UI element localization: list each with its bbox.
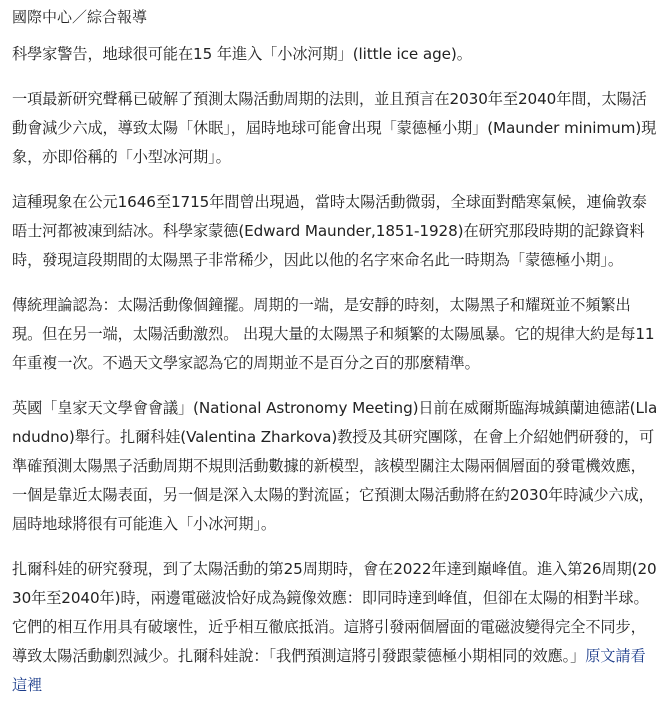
paragraph-intro: 科學家警告，地球很可能在15 年進入「小冰河期」(little ice age)。 [12, 45, 472, 63]
paragraph-history: 這種現象在公元1646至1715年間曾出現過，當時太陽活動微弱，全球面對酷寒氣候，連倫敦泰晤士河都被凍到結冰。科學家蒙德(Edward Maunder,1851-1928)在研究那段時期的記錄資料時，發現這段期間的太陽黑子非常稀少，因此以他的名字來命名此一時期為「蒙德極小期」。 [12, 193, 647, 269]
paragraph-findings [12, 555, 658, 700]
paragraph-meeting: 英國「皇家天文學會會議」(National Astronomy Meeting)日前在威爾斯臨海城鎮蘭迪德諾(Llandudno)舉行。扎爾科娃(Valentina Zharkova)教授及其研究團隊，在會上介紹她們研發的，可準確預測太陽黑子活動周期不規則活動數據的新模型，該模型關注太陽兩個層面的發電機效應，一個是靠近太陽表面，另一個是深入太陽的對流區；它預測太陽活動將在約2030年時減少六成，屆時地球將很有可能進入「小冰河期」。 [12, 399, 658, 533]
paragraph-research: 一項最新研究聲稱已破解了預測太陽活動周期的法則，並且預言在2030年至2040年間，太陽活動會減少六成，導致太陽「休眠」，屆時地球可能會出現「蒙德極小期」(Maunder minimum)現象，亦即俗稱的「小型冰河期」。 [12, 90, 657, 166]
read-original-link[interactable]: 原文請看這裡 [12, 647, 646, 694]
paragraph-findings-text: 扎爾科娃的研究發現，到了太陽活動的第25周期時，會在2022年達到巔峰值。進入第26周期(2030年至2040年)時，兩邊電磁波恰好成為鏡像效應：即同時達到峰值，但卻在太陽的相對半球。它們的相互作用具有破壞性，近乎相互徹底抵消。這將引發兩個層面的電磁波變得完全不同步，導致太陽活動劇烈減少。扎爾科娃說：「我們預測這將引發跟蒙德極小期相同的效應。」 [12, 560, 657, 665]
byline: 國際中心／綜合報導 [12, 8, 148, 26]
paragraph-theory: 傳統理論認為：太陽活動像個鐘擺。周期的一端，是安靜的時刻，太陽黑子和耀斑並不頻繁出現。但在另一端，太陽活動激烈。 出現大量的太陽黑子和頻繁的太陽風暴。它的規律大約是每11年重複一次。不過天文學家認為它的周期並不是百分之百的那麼精準。 [12, 296, 655, 372]
